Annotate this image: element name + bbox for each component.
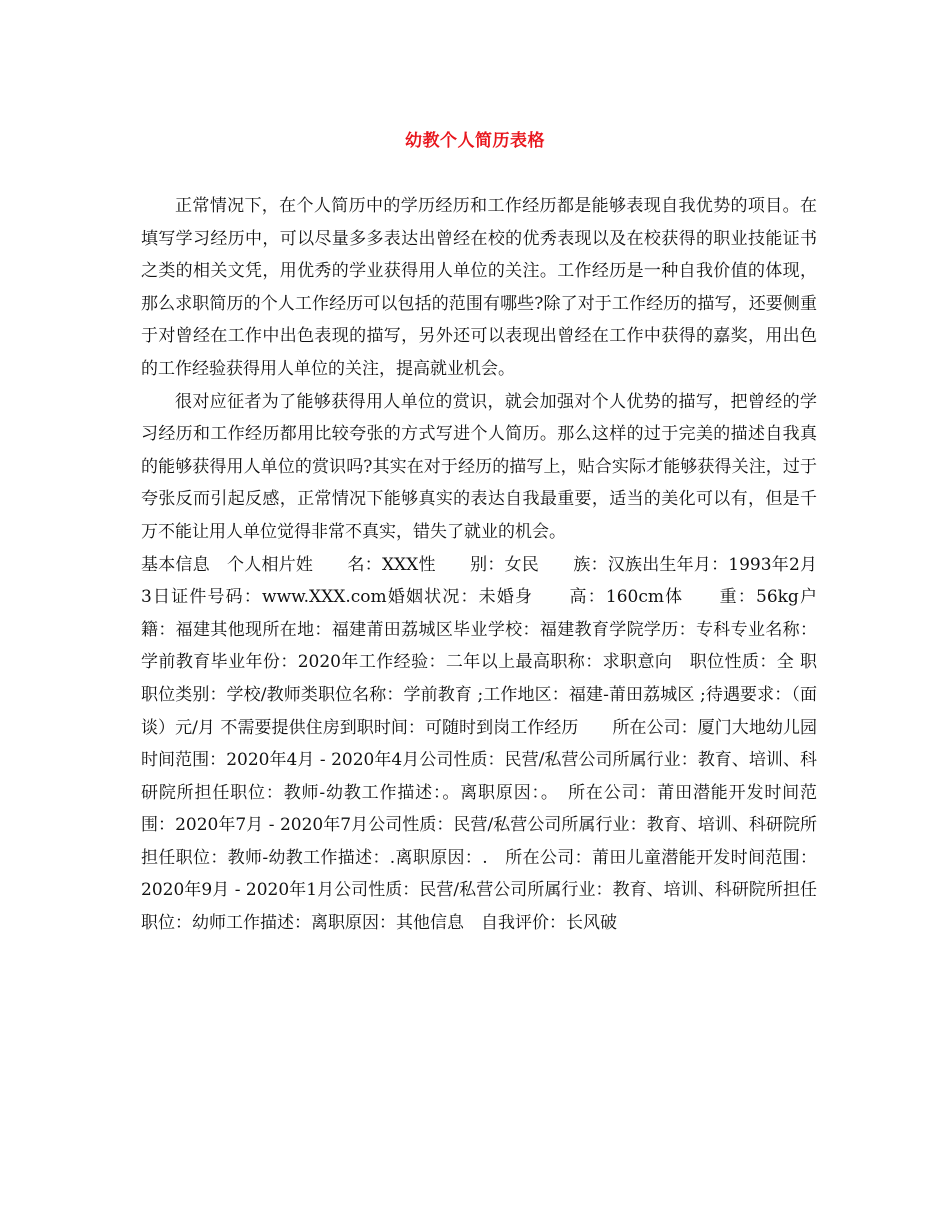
document-body xyxy=(141,190,851,940)
resume-info-block: 基本信息 个人相片姓 名：XXX性 别：女民 族：汉族出生年月：1993年2月3日证件号码：www.XXX.com婚姻状况：未婚身 高：160cm体 重：56kg户 籍：福建其他现所在地：福建莆田荔城区毕业学校：福建教育学院学历：专科专业名称：学前教育毕业年份：2020年工作经验：二年以上最高职称：求职意向 职位性质：全 职职位类别：学校/教师类职位名称：学前教育 ;工作地区：福建-莆田荔城区 ;待遇要求：（面谈）元/月 不需要提供住房到职时间：可随时到岗工作经历 所在公司：厦门大地幼儿园时间范围：2020年4月 - 2020年4月公司性质：民营/私营公司所属行业：教育、培训、科研院所担任职位：教师-幼教工作描述：。离职原因：。 所在公司：莆田潜能开发时间范围：2020年7月 - 2020年7月公司性质：民营/私营公司所属行业：教育、培训、科研院所担任职位：教师-幼教工作描述：.离职原因：. 所在公司：莆田儿童潜能开发时间范围：2020年9月 - 2020年1月公司性质：民营/私营公司所属行业：教育、培训、科研院所担任职位：幼师工作描述：离职原因：其他信息 自我评价：长风破 xyxy=(141,554,851,934)
paragraph-advice: 很对应征者为了能够获得用人单位的赏识，就会加强对个人优势的描写，把曾经的学习经历和工作经历都用比较夸张的方式写进个人简历。那么这样的过于完美的描述自我真的能够获得用人单位的赏识吗?其实在对于经历的描写上，贴合实际才能够获得关注，过于夸张反而引起反感，正常情况下能够真实的表达自我最重要，适当的美化可以有，但是千万不能让用人单位觉得非常不真实，错失了就业的机会。 xyxy=(141,391,817,542)
document-title: 幼教个人简历表格 xyxy=(405,131,545,151)
paragraph-intro: 正常情况下，在个人简历中的学历经历和工作经历都是能够表现自我优势的项目。在填写学习经历中，可以尽量多多表达出曾经在校的优秀表现以及在校获得的职业技能证书之类的相关文凭，用优秀的学业获得用人单位的关注。工作经历是一种自我价值的体现，那么求职简历的个人工作经历可以包括的范围有哪些?除了对于工作经历的描写，还要侧重于对曾经在工作中出色表现的描写，另外还可以表现出曾经在工作中获得的嘉奖，用出色的工作经验获得用人单位的关注，提高就业机会。 xyxy=(141,196,817,379)
